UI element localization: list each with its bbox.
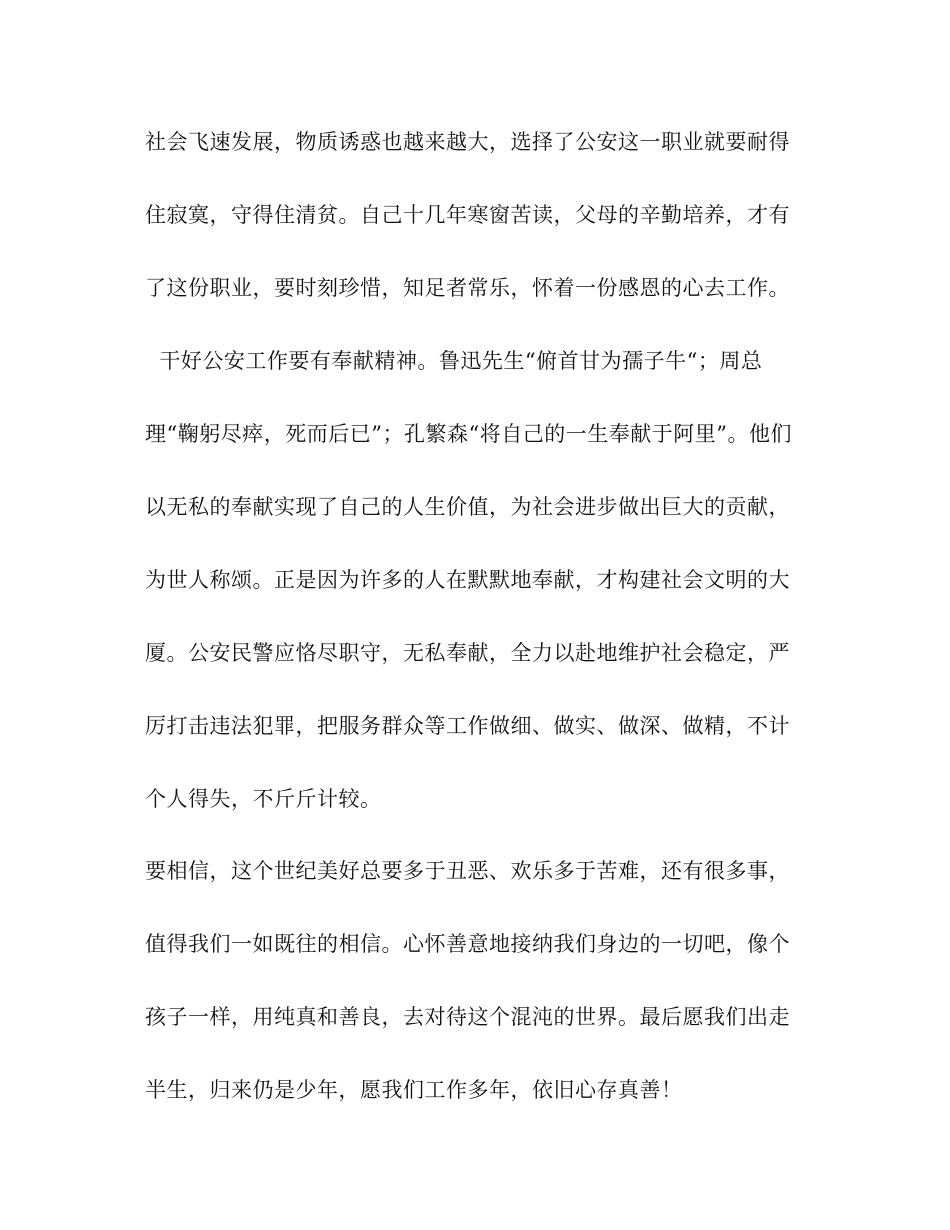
text-line: 了这份职业，要时刻珍惜，知足者常乐，怀着一份感恩的心去工作。 bbox=[145, 276, 790, 300]
text-line: 社会飞速发展，物质诱惑也越来越大，选择了公安这一职业就要耐得 bbox=[145, 130, 790, 154]
text-line: 半生，归来仍是少年，愿我们工作多年，依旧心存真善！ bbox=[145, 1078, 683, 1102]
text-line: 值得我们一如既往的相信。心怀善意地接纳我们身边的一切吧，像个 bbox=[145, 932, 790, 956]
text-line: 个人得失，不斤斤计较。 bbox=[145, 787, 382, 811]
text-line: 要相信，这个世纪美好总要多于丑恶、欢乐多于苦难，还有很多事， bbox=[145, 859, 790, 883]
text-line: 干好公安工作要有奉献精神。鲁迅先生“俯首甘为孺子牛“；周总 bbox=[145, 349, 763, 373]
text-line: 为世人称颂。正是因为许多的人在默默地奉献，才构建社会文明的大 bbox=[145, 568, 790, 592]
text-line: 孩子一样，用纯真和善良，去对待这个混沌的世界。最后愿我们出走 bbox=[145, 1005, 790, 1029]
text-line: 厉打击违法犯罪，把服务群众等工作做细、做实、做深、做精，不计 bbox=[145, 714, 790, 738]
text-line: 以无私的奉献实现了自己的人生价值，为社会进步做出巨大的贡献， bbox=[145, 495, 790, 519]
text-line: 住寂寞，守得住清贫。自己十几年寒窗苦读，父母的辛勤培养，才有 bbox=[145, 203, 790, 227]
text-line: 理“鞠躬尽瘁，死而后已”；孔繁森“将自己的一生奉献于阿里”。他们 bbox=[145, 422, 792, 446]
text-line: 厦。公安民警应恪尽职守，无私奉献，全力以赴地维护社会稳定，严 bbox=[145, 641, 790, 665]
